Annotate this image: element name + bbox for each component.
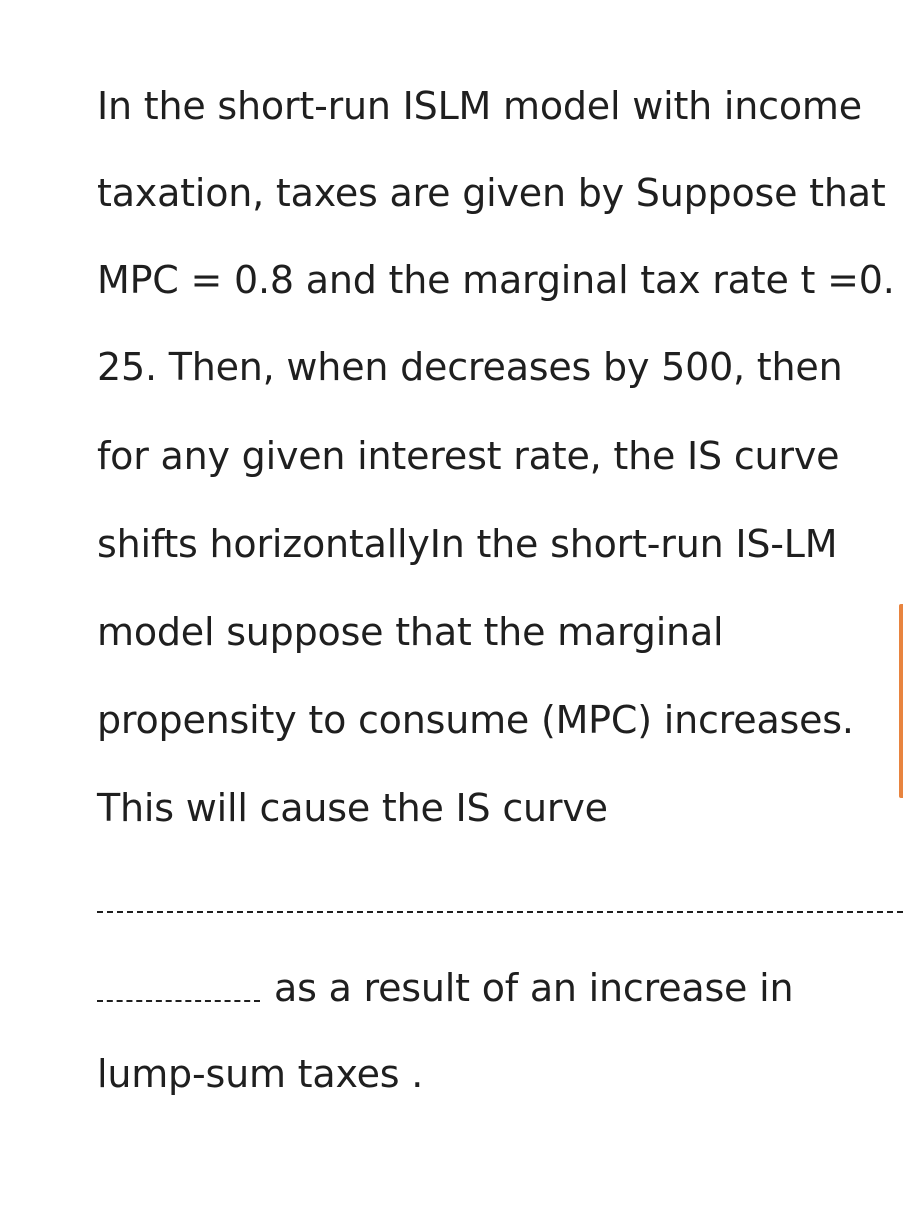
question-line: for any given interest rate, the IS curve (97, 434, 840, 478)
answer-blank-long[interactable] (97, 911, 903, 913)
question-line: model suppose that the marginal (97, 610, 724, 654)
question-line-final: lump-sum taxes . (97, 1052, 424, 1096)
question-line: taxation, taxes are given by Suppose that (97, 171, 886, 215)
scroll-indicator-bar[interactable] (899, 604, 903, 798)
question-line: MPC = 0.8 and the marginal tax rate t =0. (97, 258, 895, 302)
question-line: shifts horizontallyIn the short-run IS-LM (97, 522, 838, 566)
answer-blank-short[interactable] (97, 1000, 260, 1002)
question-line: propensity to consume (MPC) increases. (97, 698, 854, 742)
question-line-after-blank: as a result of an increase in (274, 966, 794, 1010)
question-line: In the short-run ISLM model with income (97, 84, 862, 128)
question-line: 25. Then, when decreases by 500, then (97, 345, 843, 389)
question-line: This will cause the IS curve (97, 786, 608, 830)
